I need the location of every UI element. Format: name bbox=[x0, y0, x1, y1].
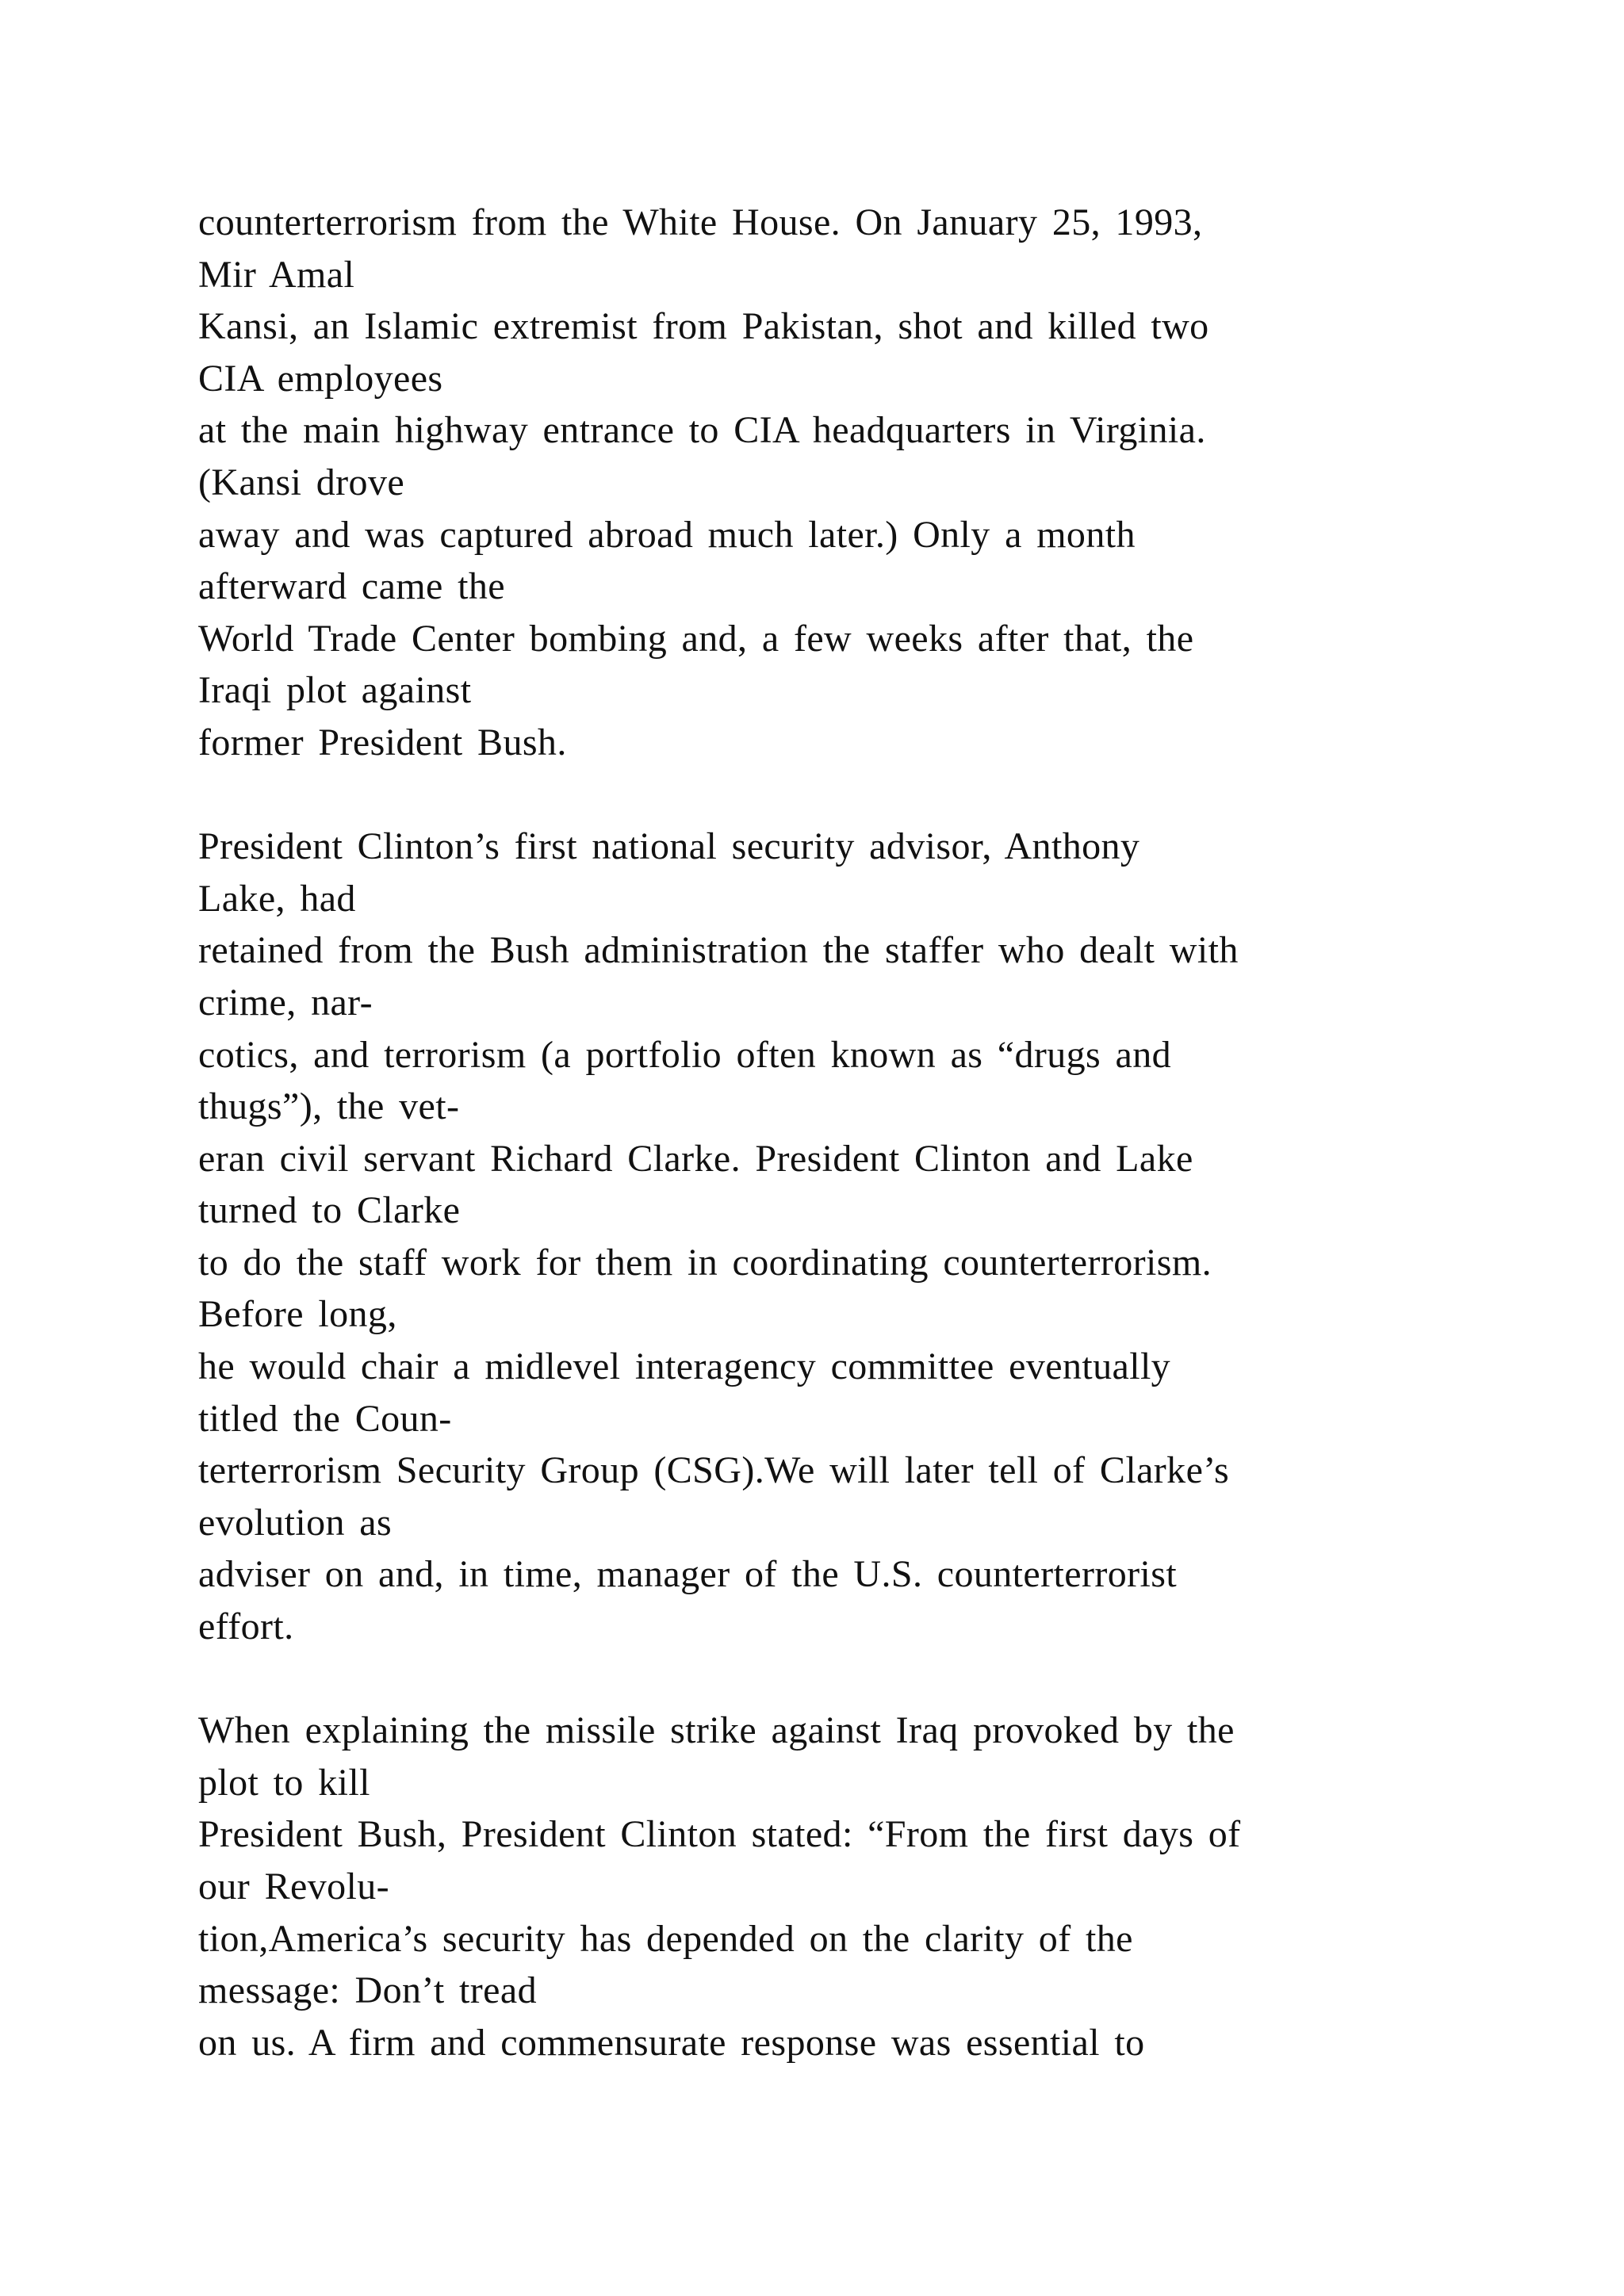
text-line: cotics, and terrorism (a portfolio often known as “drugs and bbox=[198, 1033, 1172, 1076]
text-line: terterrorism Security Group (CSG).We will later tell of Clarke’s bbox=[198, 1449, 1230, 1492]
text-line: When explaining the missile strike against Iraq provoked by the bbox=[198, 1709, 1235, 1752]
text-line: to do the staff work for them in coordinating counterterrorism. bbox=[198, 1241, 1212, 1284]
text-line: turned to Clarke bbox=[198, 1189, 461, 1232]
text-line: CIA employees bbox=[198, 357, 443, 400]
text-line: Lake, had bbox=[198, 877, 356, 920]
text-line: titled the Coun- bbox=[198, 1397, 452, 1440]
body-text bbox=[198, 197, 1499, 2068]
text-line: on us. A firm and commensurate response was essential to bbox=[198, 2021, 1145, 2064]
text-line: Before long, bbox=[198, 1293, 397, 1336]
text-line: away and was captured abroad much later.) Only a month bbox=[198, 513, 1136, 556]
text-line: effort. bbox=[198, 1605, 294, 1648]
text-line: evolution as bbox=[198, 1501, 393, 1544]
text-line: counterterrorism from the White House. On January 25, 1993, bbox=[198, 201, 1203, 243]
text-line: (Kansi drove bbox=[198, 461, 405, 503]
text-line: retained from the Bush administration the staffer who dealt with bbox=[198, 929, 1239, 972]
text-line: crime, nar- bbox=[198, 981, 373, 1024]
text-line: President Bush, President Clinton stated: “From the first days of bbox=[198, 1813, 1241, 1856]
text-line: plot to kill bbox=[198, 1761, 370, 1804]
text-line: former President Bush. bbox=[198, 721, 567, 763]
text-line: World Trade Center bombing and, a few weeks after that, the bbox=[198, 617, 1194, 660]
text-line: Kansi, an Islamic extremist from Pakistan, shot and killed two bbox=[198, 305, 1209, 348]
text-line: our Revolu- bbox=[198, 1866, 390, 1908]
paragraph-break bbox=[198, 1653, 1499, 1705]
text-line: tion,America’s security has depended on the clarity of the bbox=[198, 1917, 1133, 1960]
text-line: he would chair a midlevel interagency committee eventually bbox=[198, 1345, 1171, 1388]
text-line: Mir Amal bbox=[198, 253, 355, 296]
text-line: at the main highway entrance to CIA headquarters in Virginia. bbox=[198, 409, 1206, 452]
text-line: afterward came the bbox=[198, 565, 505, 608]
text-line: Iraqi plot against bbox=[198, 669, 472, 712]
text-line: thugs”), the vet- bbox=[198, 1085, 460, 1128]
text-line: adviser on and, in time, manager of the U.S. counterterrorist bbox=[198, 1553, 1178, 1596]
text-line: President Clinton’s first national security advisor, Anthony bbox=[198, 825, 1140, 868]
text-line: message: Don’t tread bbox=[198, 1969, 537, 2012]
text-line: eran civil servant Richard Clarke. President Clinton and Lake bbox=[198, 1137, 1193, 1180]
paragraph-break bbox=[198, 769, 1499, 821]
